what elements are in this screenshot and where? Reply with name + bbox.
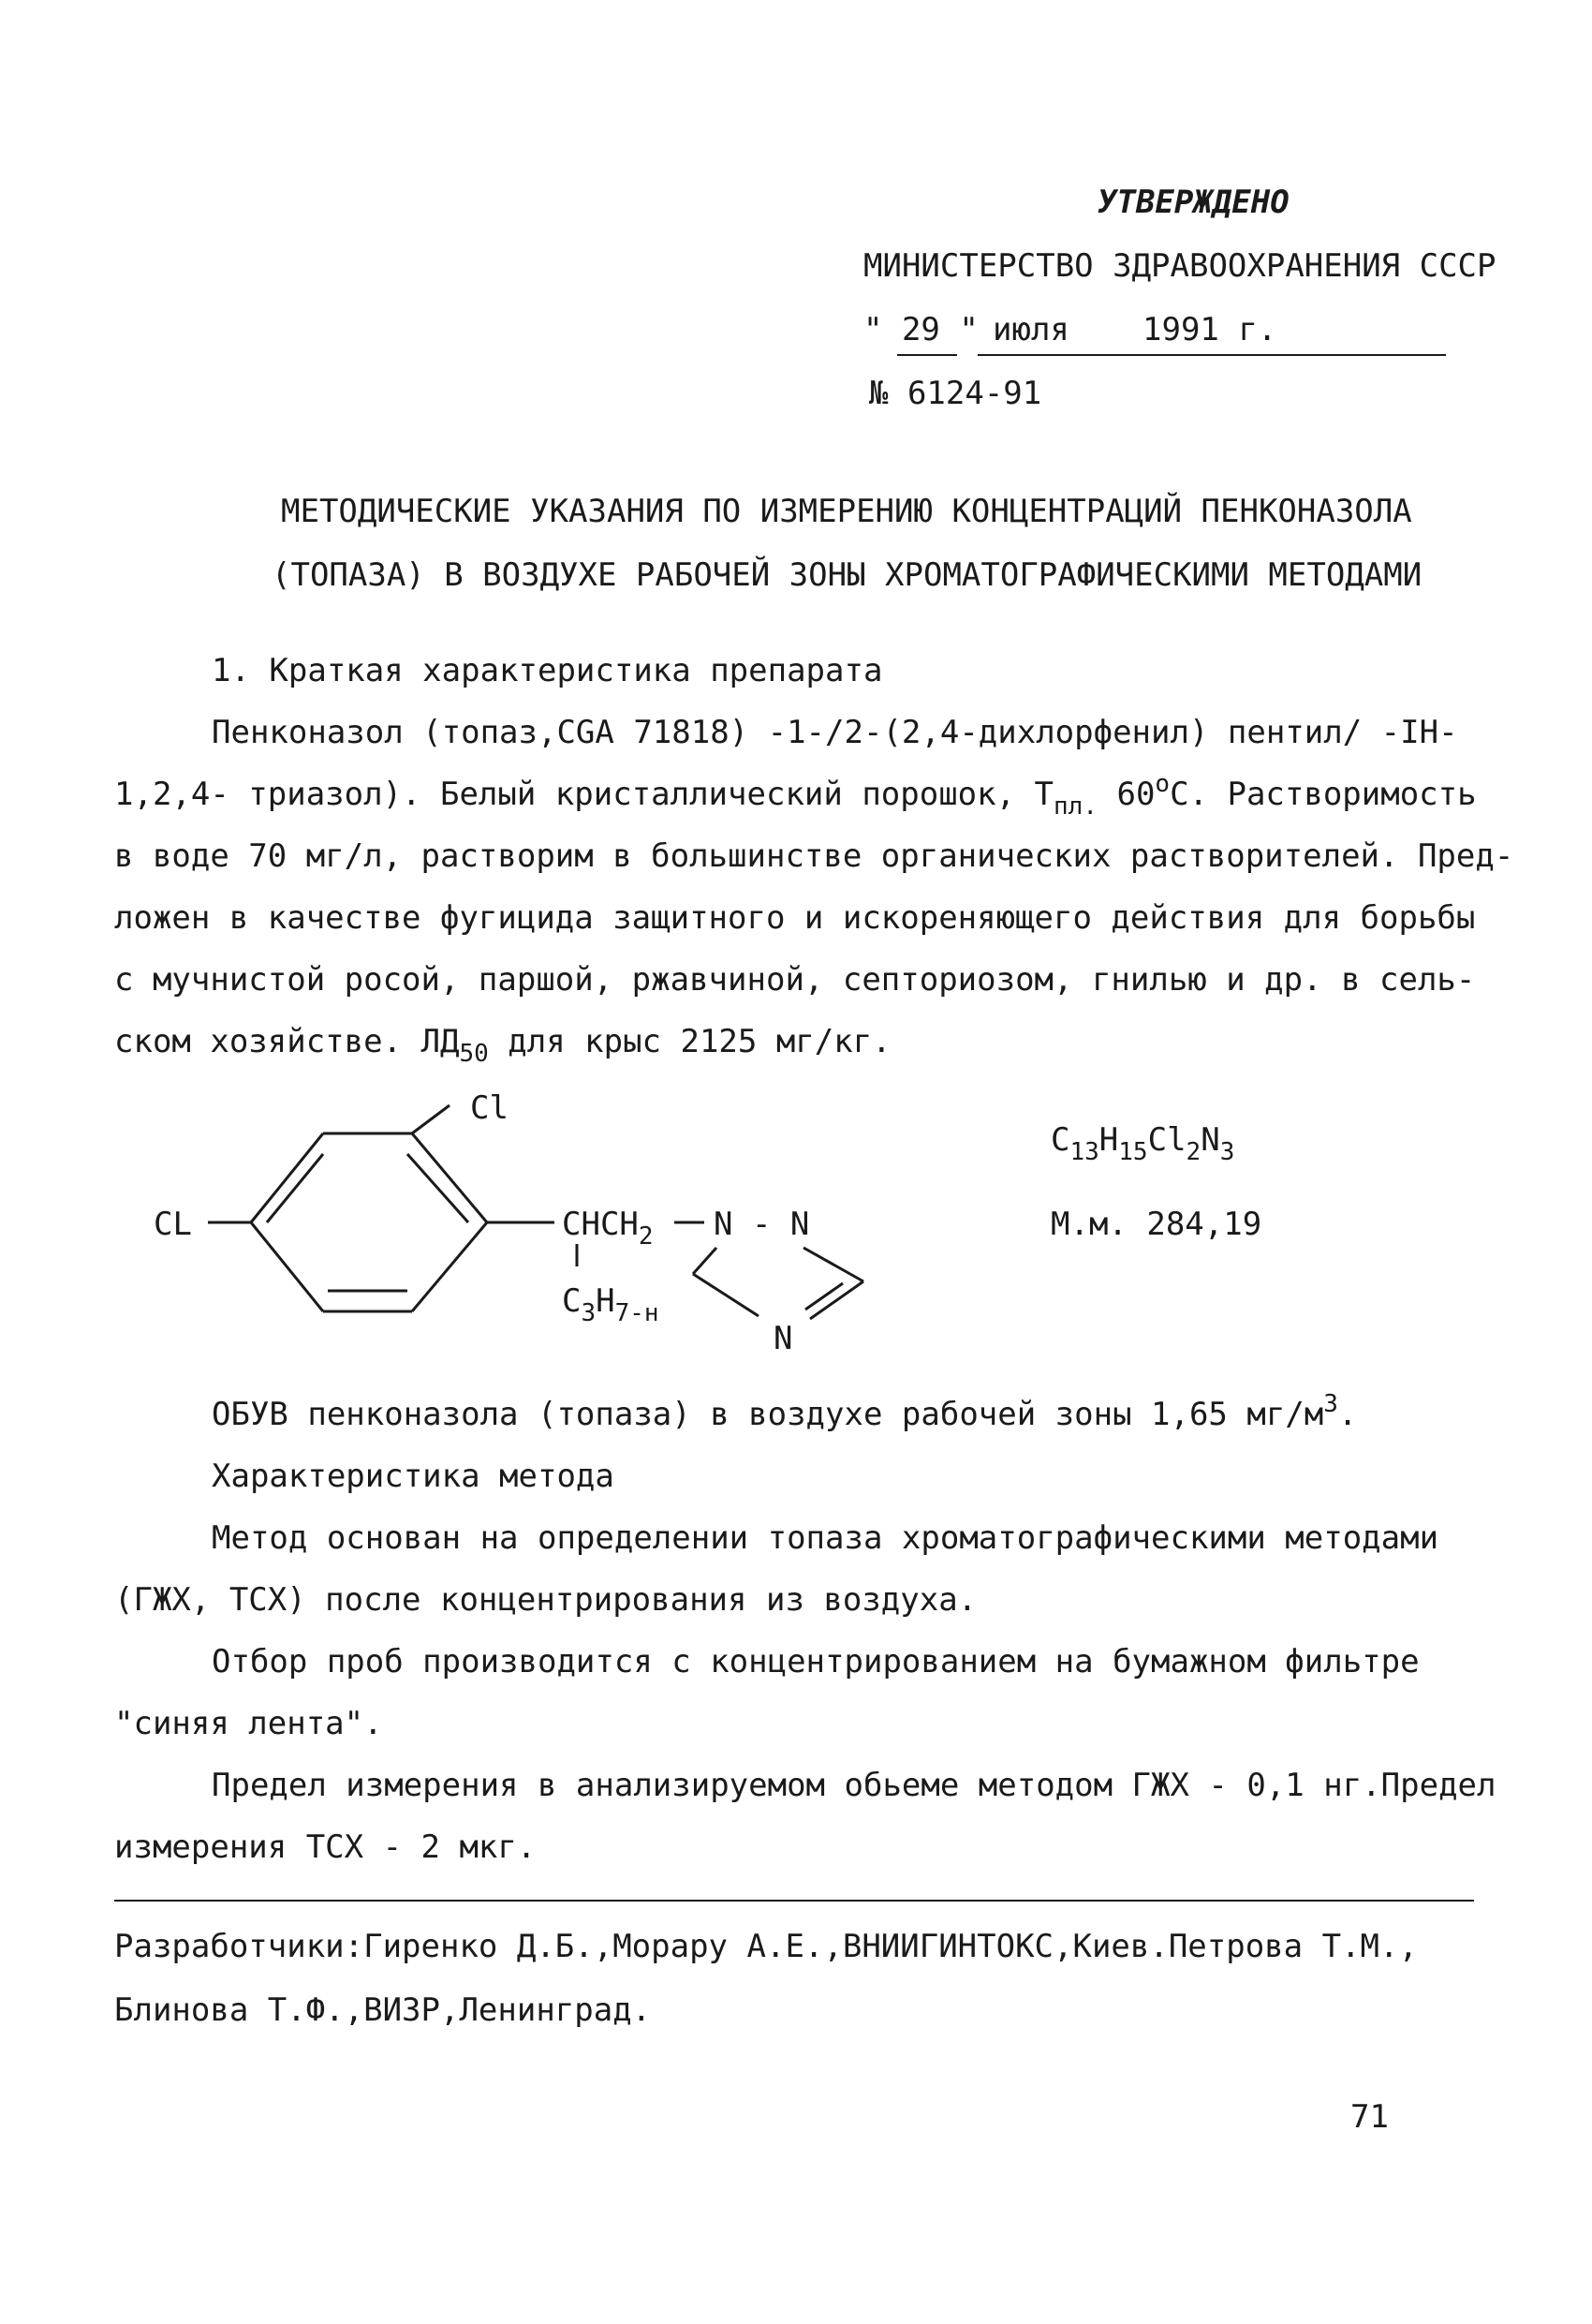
- ring-bond: [267, 1154, 323, 1222]
- molecular-mass: М.м. 284,19: [1051, 1206, 1262, 1243]
- paragraph-line: "синяя лента".: [114, 1705, 383, 1742]
- triazole-bond: [693, 1274, 759, 1316]
- subscript: 50: [459, 1040, 489, 1068]
- formula-cl: Cl: [1147, 1121, 1187, 1159]
- approval-date-year: 1991 г.: [1142, 311, 1277, 348]
- cl-top-label: Cl: [470, 1089, 509, 1127]
- text-run: для крыс 2125 мг/кг.: [488, 1023, 892, 1060]
- document-number: № 6124-91: [869, 375, 1042, 412]
- superscript: o: [1155, 770, 1171, 798]
- formula-h: H: [1098, 1121, 1119, 1159]
- paragraph-line: Предел измерения в анализируемом обьеме методом ГЖХ - 0,1 нг.Предел: [212, 1767, 1496, 1804]
- ring-bond: [251, 1133, 323, 1222]
- chain-label: [562, 1206, 654, 1251]
- approved-label: УТВЕРЖДЕНО: [1098, 184, 1290, 221]
- ministry-name: МИНИСТЕРСТВО ЗДРАВООХРАНЕНИЯ СССР: [863, 247, 1496, 285]
- developers-line-1: Разработчики:Гиренко Д.Б.,Морару А.Е.,ВНИИГИНТОКС,Киев.Петрова Т.М.,: [114, 1928, 1418, 1965]
- footnote-divider: [114, 1900, 1474, 1902]
- approval-date-day: " 29 ": [863, 311, 979, 348]
- text-run: .: [1337, 1396, 1358, 1433]
- date-underline-right: [978, 354, 1446, 356]
- chain-text: CHCH: [562, 1206, 639, 1243]
- ring-bond: [251, 1222, 323, 1311]
- propyl-label: [562, 1282, 659, 1327]
- ring-bond: [412, 1222, 487, 1311]
- obuv-line: [212, 1390, 1358, 1433]
- subscript: пл.: [1054, 792, 1098, 821]
- propyl-c: C: [562, 1282, 582, 1320]
- cl-left-label: CL: [154, 1206, 192, 1243]
- method-heading: Характеристика метода: [212, 1458, 614, 1495]
- triazole-bond: [803, 1248, 863, 1281]
- text-run: 60: [1098, 776, 1156, 813]
- formula-h-count: 15: [1118, 1138, 1148, 1166]
- paragraph-line: Пенконазол (топаз,CGA 71818) -1-/2-(2,4-дихлорфенил) пентил/ -IH-: [212, 714, 1458, 751]
- paragraph-line: [114, 1023, 892, 1068]
- structural-formula: [0, 1087, 1592, 1424]
- paragraph-line: [114, 770, 1477, 821]
- approval-date-month: июля: [993, 311, 1069, 348]
- bond-to-cl-top: [412, 1105, 450, 1133]
- text-run: ОБУВ пенконазола (топаза) в воздухе рабочей зоны 1,65 мг/м: [212, 1396, 1324, 1433]
- propyl-sub1: 3: [581, 1299, 597, 1327]
- developers-line-2: Блинова Т.Ф.,ВИЗР,Ленинград.: [114, 1991, 652, 2029]
- propyl-h: H: [596, 1282, 615, 1320]
- document-title-line-2: (ТОПАЗА) В ВОЗДУХЕ РАБОЧЕЙ ЗОНЫ ХРОМАТОГРАФИЧЕСКИМИ МЕТОДАМИ: [272, 556, 1422, 594]
- n-n-label: N - N: [714, 1206, 810, 1243]
- text-run: С. Растворимость: [1170, 776, 1477, 813]
- triazole-bond: [805, 1283, 843, 1310]
- section-1-heading: 1. Краткая характеристика препарата: [212, 652, 883, 689]
- paragraph-line: ложен в качестве фугицида защитного и искореняющего действия для борьбы: [114, 899, 1476, 937]
- text-run: 1,2,4- триазол). Белый кристаллический порошок, Т: [114, 776, 1054, 813]
- paragraph-line: (ГЖХ, ТСХ) после концентрирования из воздуха.: [114, 1581, 978, 1619]
- ring-bond: [412, 1133, 487, 1222]
- propyl-sub2: 7-н: [614, 1299, 659, 1327]
- paragraph-line: в воде 70 мг/л, растворим в большинстве органических растворителей. Пред-: [114, 837, 1514, 875]
- date-underline-left: [897, 354, 957, 356]
- molecular-formula: [1051, 1121, 1234, 1166]
- page-number: 71: [1350, 2098, 1389, 2136]
- text-run: ском хозяйстве. ЛД: [114, 1023, 460, 1060]
- formula-c-count: 13: [1069, 1138, 1099, 1166]
- paragraph-line: с мучнистой росой, паршой, ржавчиной, септориозом, гнилью и др. в сель-: [114, 961, 1476, 999]
- paragraph-line: Метод основан на определении топаза хроматографическими методами: [212, 1519, 1439, 1557]
- paragraph-line: измерения ТСХ - 2 мкг.: [114, 1828, 537, 1866]
- n-bottom-label: N: [774, 1320, 793, 1357]
- superscript: 3: [1323, 1390, 1338, 1418]
- formula-c: C: [1051, 1121, 1070, 1159]
- paragraph-line: Отбор проб производится с концентрированием на бумажном фильтре: [212, 1643, 1420, 1680]
- formula-n-count: 3: [1219, 1138, 1235, 1166]
- formula-n: N: [1201, 1121, 1220, 1159]
- formula-cl-count: 2: [1186, 1138, 1201, 1166]
- chain-sub: 2: [638, 1222, 654, 1251]
- triazole-bond: [693, 1248, 716, 1274]
- document-title-line-1: МЕТОДИЧЕСКИЕ УКАЗАНИЯ ПО ИЗМЕРЕНИЮ КОНЦЕНТРАЦИЙ ПЕНКОНАЗОЛА: [281, 493, 1412, 530]
